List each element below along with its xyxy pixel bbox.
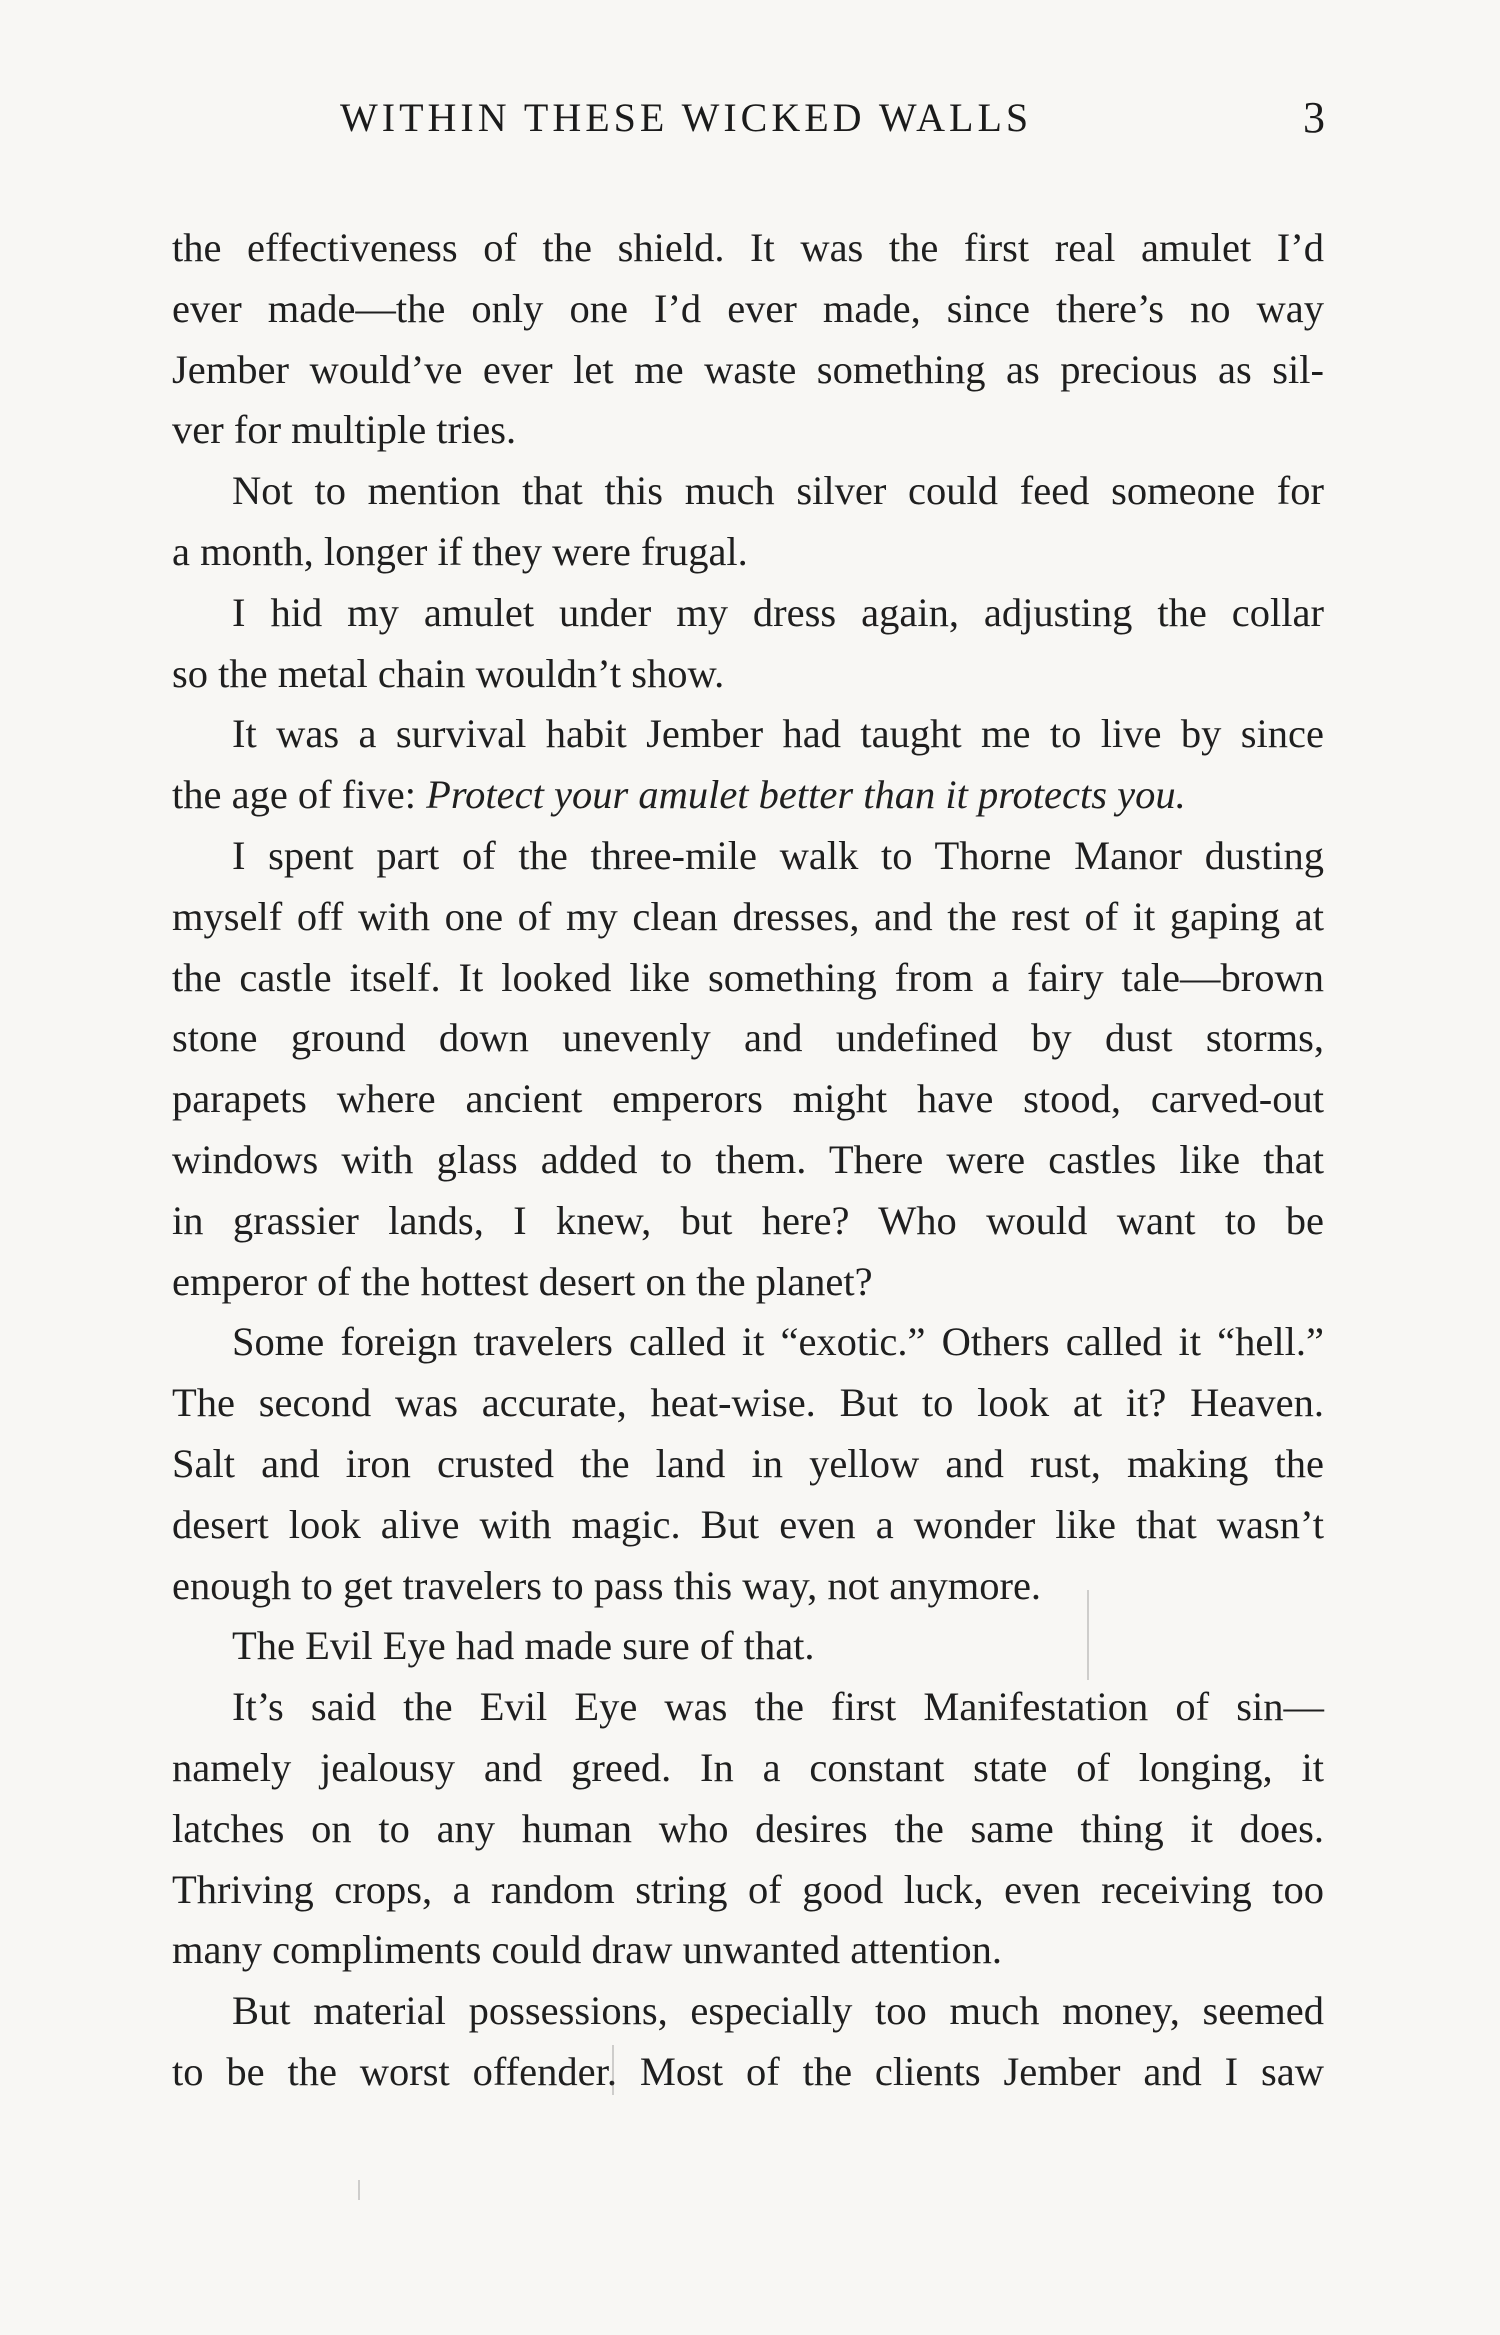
text-line: the castle itself. It looked like something from a fairy tale—brown [172, 954, 1324, 1000]
text-line: parapets where ancient emperors might have stood, carved-out [172, 1076, 1324, 1122]
text-line: The second was accurate, heat-wise. But to look at it? Heaven. [172, 1380, 1324, 1426]
text-line: a month, longer if they were frugal. [172, 528, 748, 574]
text-line: I hid my amulet under my dress again, adjusting the collar [232, 589, 1324, 635]
text-line: The Evil Eye had made sure of that. [232, 1623, 815, 1669]
text-line: ever made—the only one I’d ever made, since there’s no way [172, 285, 1324, 331]
text-line: many compliments could draw unwanted attention. [172, 1927, 1003, 1973]
text-line: But material possessions, especially too much money, seemed [232, 1988, 1324, 2034]
text-line [172, 765, 1324, 826]
page-number: 3 [1303, 93, 1325, 142]
text-fragment: the age of five: [172, 772, 427, 818]
text-line: to be the worst offender. Most of the clients Jember and I saw [172, 2048, 1324, 2094]
scan-artifact [1087, 1590, 1089, 1680]
text-line: stone ground down unevenly and undefined by dust storms, [172, 1015, 1324, 1061]
text-line: emperor of the hottest desert on the planet? [172, 1258, 873, 1304]
text-line: Not to mention that this much silver could feed someone for [232, 468, 1324, 514]
text-line: ver for multiple tries. [172, 407, 517, 453]
text-line: It’s said the Evil Eye was the first Manifestation of sin— [232, 1684, 1324, 1730]
text-line: Thriving crops, a random string of good luck, even receiving too [172, 1866, 1324, 1912]
scan-artifact [358, 2180, 360, 2200]
text-line: so the metal chain wouldn’t show. [172, 650, 725, 696]
text-line: I spent part of the three-mile walk to Thorne Manor dusting [232, 832, 1324, 878]
text-line: myself off with one of my clean dresses, and the rest of it gaping at [172, 893, 1324, 939]
text-line: Some foreign travelers called it “exotic.” Others called it “hell.” [232, 1319, 1324, 1365]
text-line: It was a survival habit Jember had taught me to live by since [232, 711, 1324, 757]
text-line: windows with glass added to them. There were castles like that [172, 1136, 1324, 1182]
italic-maxim: Protect your amulet better than it protects you. [426, 772, 1186, 818]
text-line: enough to get travelers to pass this way, not anymore. [172, 1562, 1042, 1608]
text-line: desert look alive with magic. But even a wonder like that wasn’t [172, 1501, 1324, 1547]
text-line: namely jealousy and greed. In a constant state of longing, it [172, 1744, 1324, 1790]
text-line: Salt and iron crusted the land in yellow and rust, making the [172, 1440, 1324, 1486]
text-line: in grassier lands, I knew, but here? Who would want to be [172, 1197, 1324, 1243]
running-header [170, 88, 1325, 148]
running-title: WITHIN THESE WICKED WALLS [340, 95, 1033, 140]
body-text [172, 218, 1324, 2103]
text-line: Jember would’ve ever let me waste something as precious as sil- [172, 346, 1324, 392]
text-line: the effectiveness of the shield. It was the first real amulet I’d [172, 225, 1324, 270]
text-line: latches on to any human who desires the same thing it does. [172, 1805, 1324, 1851]
scan-artifact [612, 2045, 614, 2095]
